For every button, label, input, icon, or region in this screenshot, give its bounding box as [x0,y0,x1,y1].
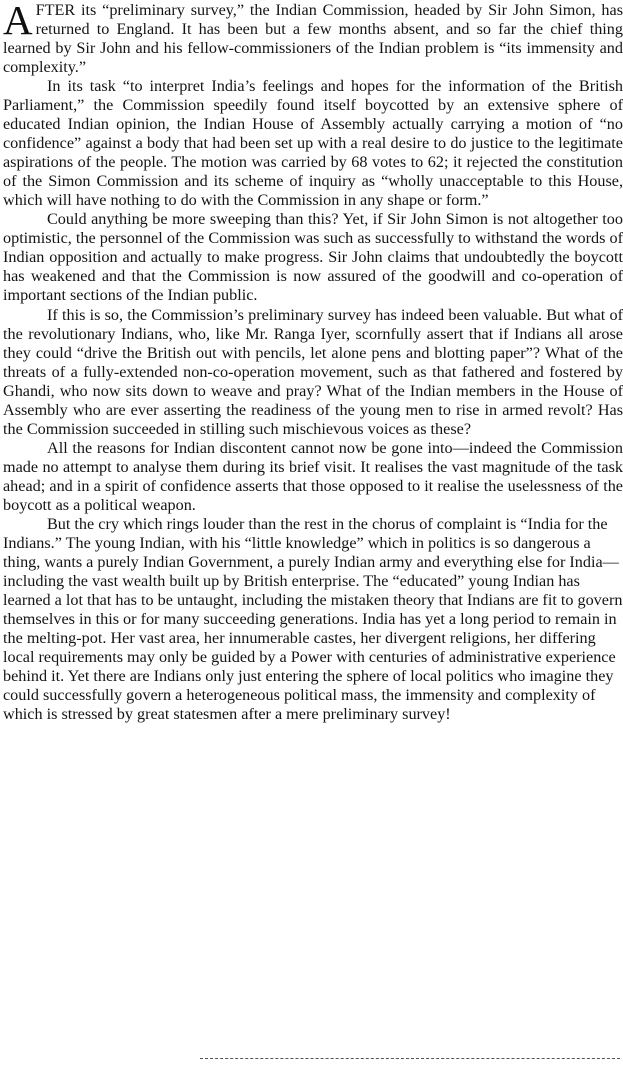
drop-cap: A [3,0,33,43]
paragraph-4: If this is so, the Commission’s preliminary survey has indeed been valuable. But what of the revolutionary Indians, who, like Mr. Ranga Iyer, scornfully assert that if Indians all arose they could “drive the British out with pencils, let alone pens and blotting paper”? What of the threats of a fully-extended non-co-operation movement, such as that fathered and fostered by Ghandi, who now sits down to weave and pray? What of the Indian members in the House of Assembly who are ever asserting the readiness of the young men to rise in armed revolt? Has the Commission succeeded in stilling such mischievous voices as these? [3,305,623,438]
paragraph-6: But the cry which rings louder than the rest in the chorus of complaint is “India for the Indians.” The young Indian, with his “little knowledge” which in politics is so dangerous a thing, wants a purely Indian Government, a purely Indian army and everything else for India—including the vast wealth built up by British enterprise. The “educated” young Indian has learned a lot that has to be untaught, including the mistaken theory that Indians are fit to govern themselves in this or for many succeeding generations. India has yet a long period to remain in the melting-pot. Her vast area, her innumerable castes, her divergent religions, her differing local requirements may only be guided by a Power with centuries of administrative experience behind it. Yet there are Indians only just entering the sphere of local politics who imagine they could successfully govern a heterogeneous political mass, the immensity and complexity of which is stressed by great statesmen after a mere preliminary survey! [3,514,623,724]
paragraph-5: All the reasons for Indian discontent cannot now be gone into—indeed the Commission made no attempt to analyse them during its brief visit. It realises the vast magnitude of the task ahead; and in a spirit of confidence asserts that those opposed to it realise the uselessness of the boycott as a political weapon. [3,438,623,514]
paragraph-1-text: FTER its “preliminary survey,” the Indian Commission, headed by Sir John Simon, has returned to England. It has been but a few months absent, and so far the chief thing learned by Sir John and his fellow-commissioners of the Indian problem is “its immensity and complexity.” [3,1,623,77]
end-rule [200,1058,620,1059]
article-column [3,1,623,1068]
paragraph-3: Could anything be more sweeping than this? Yet, if Sir John Simon is not altogether too optimistic, the personnel of the Commission was such as successfully to withstand the words of Indian opposition and actually to make progress. Sir John claims that undoubtedly the boycott has weakened and that the Commission is now assured of the goodwill and co-operation of important sections of the Indian public. [3,210,623,305]
paragraph-1 [3,1,623,77]
paragraph-2: In its task “to interpret India’s feelings and hopes for the information of the British Parliament,” the Commission speedily found itself boycotted by an extensive sphere of educated Indian opinion, the Indian House of Assembly actually carrying a motion of “no confidence” against a body that had been set up with a real desire to do justice to the legitimate aspirations of the people. The motion was carried by 68 votes to 62; it rejected the constitution of the Simon Commission and its scheme of inquiry as “wholly unacceptable to this House, which will have nothing to do with the Commission in any shape or form.” [3,77,623,210]
